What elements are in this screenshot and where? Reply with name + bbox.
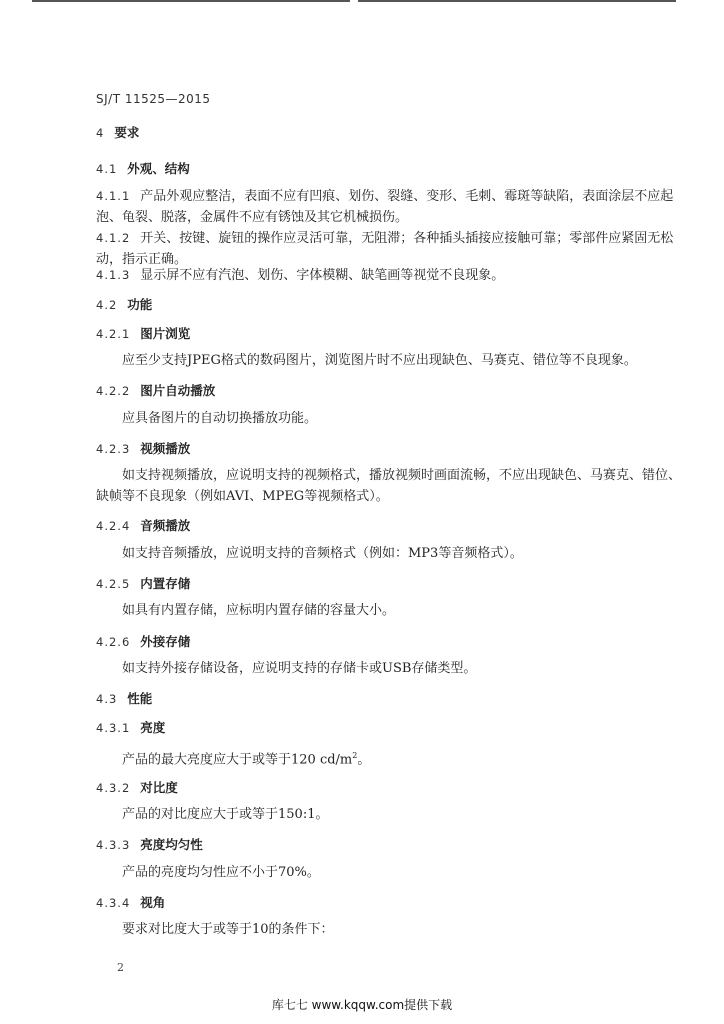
heading-4-2 (96, 295, 152, 313)
clause-4-3-3-text: 产品的亮度均匀性应不小于70%。 (122, 865, 320, 880)
brightness-text-end: 。 (357, 752, 371, 768)
clause-text: 产品外观应整洁，表面不应有凹痕、划伤、裂缝、变形、毛刺、霉斑等缺陷，表面涂层不应起泡、龟裂、脱落，金属件不应有锈蚀及其它机械损伤。 (96, 189, 674, 225)
heading-title: 外观、结构 (127, 161, 190, 176)
clause-4-2-5-text: 如具有内置存储，应标明内置存储的容量大小。 (122, 603, 396, 618)
clause-text: 显示屏不应有汽泡、划伤、字体模糊、缺笔画等视觉不良现象。 (140, 268, 505, 283)
clause-number: 4.1.1 (96, 189, 131, 203)
top-rule-left (32, 0, 350, 2)
heading-title: 性能 (127, 691, 153, 706)
clause-4-2-2-text: 应具备图片的自动切换播放功能。 (122, 411, 318, 426)
heading-number: 4.2 (96, 298, 118, 312)
clause-number: 4.1.2 (96, 231, 131, 245)
heading-number: 4.3 (96, 692, 118, 706)
heading-number: 4.3.4 (96, 896, 131, 910)
top-rule-right (358, 0, 676, 2)
heading-4-2-2 (96, 381, 215, 399)
heading-title: 视角 (140, 895, 166, 910)
heading-title: 外接存储 (140, 634, 191, 649)
heading-title: 内置存储 (140, 576, 191, 591)
heading-4-3-1 (96, 718, 165, 736)
clause-4-1-2 (96, 228, 676, 270)
clause-4-3-4-text: 要求对比度大于或等于10的条件下： (122, 922, 334, 937)
clause-4-1-1 (96, 186, 676, 228)
heading-number: 4.2.1 (96, 327, 131, 341)
clause-number: 4.1.3 (96, 268, 131, 282)
heading-4-1 (96, 159, 190, 177)
heading-4 (96, 123, 139, 141)
heading-number: 4.2.6 (96, 635, 131, 649)
heading-4-3-2 (96, 778, 178, 796)
heading-number: 4.2.2 (96, 384, 131, 398)
heading-4-2-5 (96, 574, 190, 592)
clause-4-3-1-text (122, 745, 682, 770)
heading-title: 图片浏览 (140, 326, 191, 341)
heading-title: 音频播放 (140, 518, 191, 533)
heading-number: 4.2.4 (96, 519, 131, 533)
heading-title: 图片自动播放 (140, 383, 216, 398)
heading-4-3-3 (96, 835, 203, 853)
heading-title: 对比度 (140, 780, 178, 795)
clause-text: 开关、按键、旋钮的操作应灵活可靠，无阻滞；各种插头插接应接触可靠；零部件应紧固无松动，指示正确。 (96, 231, 674, 267)
heading-title: 亮度 (140, 720, 166, 735)
heading-number: 4 (96, 126, 105, 140)
clause-4-3-2-text: 产品的对比度应大于或等于150:1。 (122, 807, 329, 822)
heading-4-2-1 (96, 324, 190, 342)
page-number: 2 (117, 961, 124, 974)
heading-title: 要求 (114, 125, 140, 140)
heading-number: 4.2.3 (96, 442, 131, 456)
heading-title: 亮度均匀性 (140, 837, 203, 852)
heading-title: 视频播放 (140, 441, 191, 456)
document-id: SJ/T 11525—2015 (96, 92, 211, 106)
heading-4-3 (96, 689, 152, 707)
clause-4-2-4-text: 如支持音频播放，应说明支持的音频格式（例如：MP3等音频格式）。 (122, 546, 523, 561)
clause-4-2-3-text: 如支持视频播放，应说明支持的视频格式，播放视频时画面流畅，不应出现缺色、马赛克、错位、缺帧等不良现象（例如AVI、MPEG等视频格式）。 (96, 468, 682, 504)
heading-4-2-6 (96, 632, 190, 650)
heading-number: 4.3.3 (96, 838, 131, 852)
footer-source: 库七七 www.kqqw.com提供下载 (271, 998, 453, 1012)
heading-number: 4.2.5 (96, 577, 131, 591)
heading-number: 4.3.2 (96, 781, 131, 795)
brightness-text: 产品的最大亮度应大于或等于120 cd/m (122, 752, 353, 768)
heading-number: 4.3.1 (96, 721, 131, 735)
heading-title: 功能 (127, 297, 153, 312)
clause-4-1-3 (96, 265, 676, 286)
heading-number: 4.1 (96, 162, 118, 176)
heading-4-2-3 (96, 439, 190, 457)
clause-4-2-1-text: 应至少支持JPEG格式的数码图片，浏览图片时不应出现缺色、马赛克、错位等不良现象。 (122, 353, 637, 368)
clause-4-2-6-text: 如支持外接存储设备，应说明支持的存储卡或USB存储类型。 (122, 661, 477, 676)
unit-superscript: 2 (352, 751, 358, 760)
heading-4-2-4 (96, 516, 190, 534)
heading-4-3-4 (96, 893, 165, 911)
